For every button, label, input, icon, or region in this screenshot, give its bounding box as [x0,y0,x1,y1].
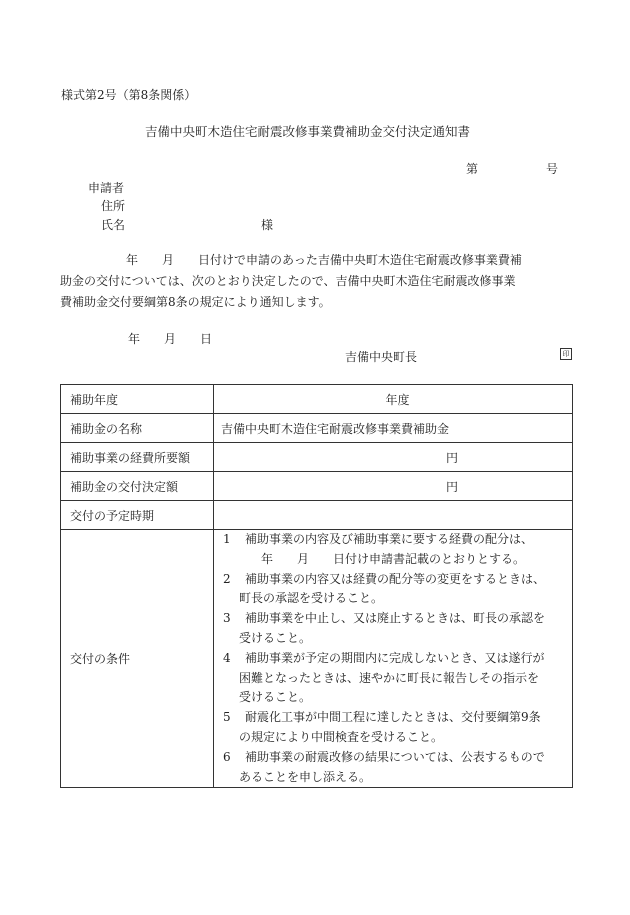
row-value: 吉備中央町木造住宅耐震改修事業費補助金 [214,414,573,443]
row-label: 交付の予定時期 [61,501,214,530]
form-number: 様式第2号（第8条関係） [61,88,197,102]
table-row [61,472,573,501]
condition-line: 町長の承認を受けること。 [239,591,384,606]
applicant-label: 申請者 [88,181,125,195]
honorific: 様 [261,218,274,232]
condition-item [223,609,572,649]
condition-number: 6 [223,749,231,764]
condition-number: 1 [223,532,231,546]
issue-date: 年 月 日 [128,332,213,346]
row-value: 年度 [214,385,573,414]
row-label: 補助金の名称 [61,414,214,443]
document-title: 吉備中央町木造住宅耐震改修事業費補助金交付決定通知書 [145,124,471,139]
condition-line: の規定により中間検査を受けること。 [239,729,444,744]
condition-item [223,649,572,708]
condition-line: 補助事業を中止し、又は廃止するときは、町長の承認を [245,611,546,626]
row-value: 円 [214,443,573,472]
condition-line: 補助事業の内容又は経費の配分等の変更をするときは、 [245,571,546,586]
condition-item [223,748,572,788]
condition-line: 年 月 日付け申請書記載のとおりとする。 [261,551,526,566]
name-label: 氏名 [101,218,126,232]
condition-line: 受けること。 [239,690,312,705]
doc-number-go: 号 [546,162,559,176]
table-row [61,501,573,530]
condition-item [223,530,572,570]
row-value: 円 [214,472,573,501]
table-row [61,414,573,443]
table-row-conditions [61,530,573,788]
condition-number: 3 [223,611,231,626]
condition-line: 耐震化工事が中間工程に達したときは、交付要綱第9条 [245,710,541,725]
condition-line: あることを申し添える。 [239,769,372,784]
condition-number: 5 [223,710,231,725]
doc-number-dai: 第 [466,162,479,176]
table-row [61,385,573,414]
row-label: 補助金の交付決定額 [61,472,214,501]
paragraph-line: 助金の交付については、次のとおり決定したので、吉備中央町木造住宅耐震改修事業 [60,274,516,288]
seal-mark: 印 [560,348,572,360]
condition-line: 受けること。 [239,630,312,645]
condition-item [223,708,572,748]
condition-number: 4 [223,650,231,665]
issuer-name: 吉備中央町長 [345,350,418,364]
condition-line: 補助事業が予定の期間内に完成しないとき、又は遂行が [245,650,545,665]
row-value [214,501,573,530]
condition-number: 2 [223,571,231,586]
condition-line: 困難となったときは、速やかに町長に報告しその指示を [239,670,540,685]
paragraph-line: 年 月 日付けで申請のあった吉備中央町木造住宅耐震改修事業費補 [126,253,522,267]
condition-line: 補助事業の内容及び補助事業に要する経費の配分は、 [245,532,534,546]
conditions-label: 交付の条件 [61,530,214,788]
condition-item [223,570,572,610]
row-label: 補助事業の経費所要額 [61,443,214,472]
subsidy-table [60,384,573,788]
paragraph-line: 費補助金交付要綱第8条の規定により通知します。 [60,295,331,309]
table-row [61,443,573,472]
row-label: 補助年度 [61,385,214,414]
conditions-list [214,530,573,788]
notification-paragraph [60,250,574,313]
address-label: 住所 [101,199,126,213]
condition-line: 補助事業の耐震改修の結果については、公表するもので [245,749,545,764]
